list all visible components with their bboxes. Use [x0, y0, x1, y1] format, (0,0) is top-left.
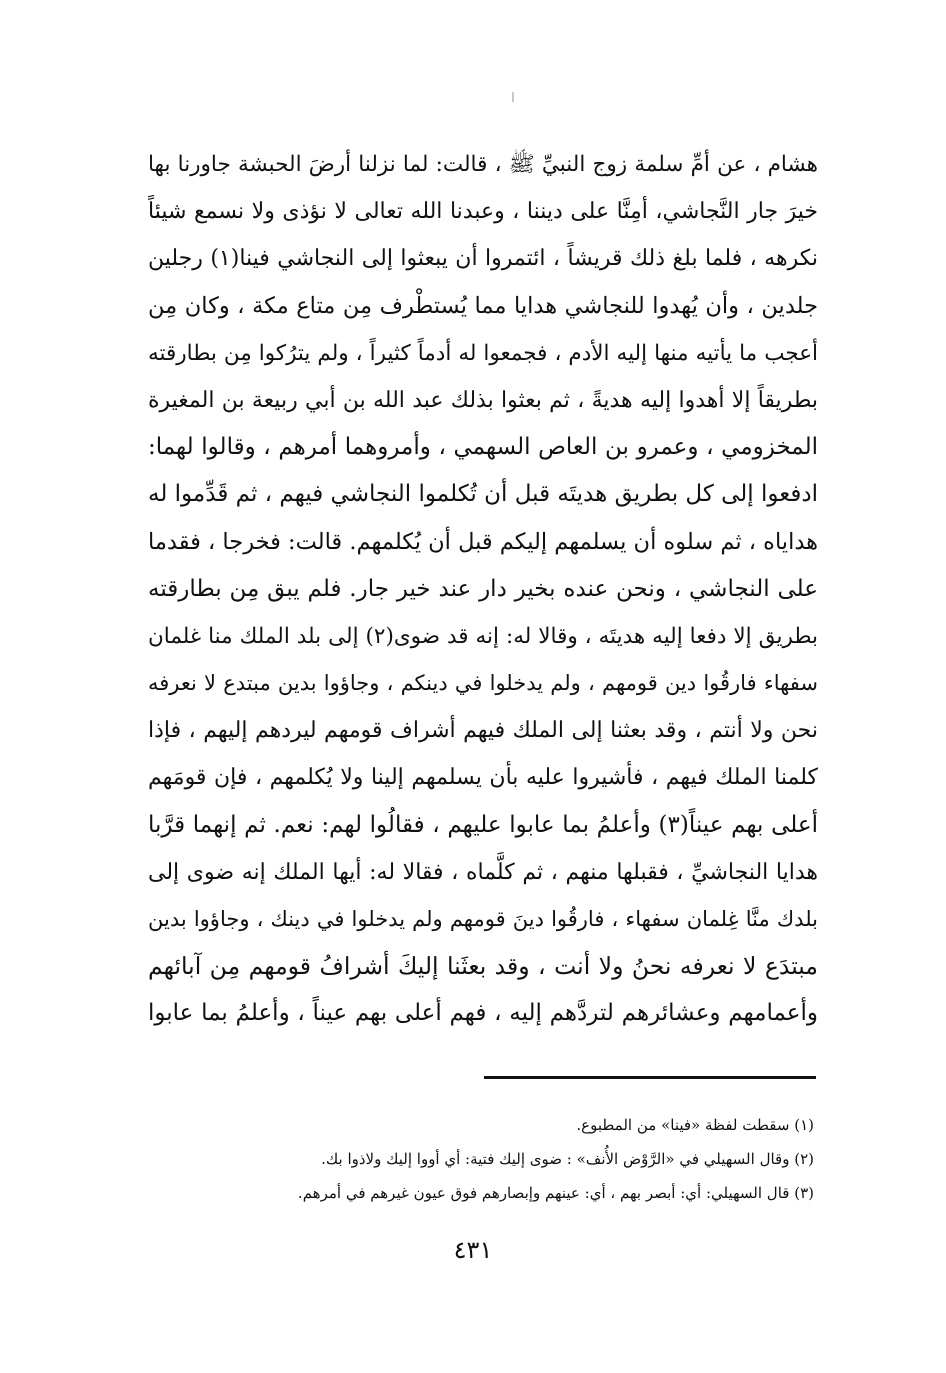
- text-line: هدايا النجاشيِّ ، فقبلها منهم ، ثم كلَّماه ، فقالا له: أيها الملك إنه ضوى إلى: [148, 859, 818, 885]
- text-line: ادفعوا إلى كل بطريق هديتَه قبل أن تُكلموا النجاشي فيهم ، ثم قَدِّموا له: [148, 481, 818, 508]
- text-line: أعجب ما يأتيه منها إليه الأدم ، فجمعوا له أدماً كثيراً ، ولم يترُكوا مِن بطارقته: [148, 340, 818, 366]
- text-line: بلدك منَّا غِلمان سفهاء ، فارقُوا دينَ قومهم ولم يدخلوا في دينك ، وجاؤوا بدين: [148, 907, 818, 931]
- text-line: نحن ولا أنتم ، وقد بعثنا إلى الملك فيهم أشراف قومهم ليردهم إليهم ، فإذا: [148, 718, 818, 744]
- text-line: على النجاشي ، ونحن عنده بخير دار عند خير جار. فلم يبق مِن بطارقته: [148, 575, 818, 602]
- text-line: هداياه ، ثم سلوه أن يسلمهم إليكم قبل أن يُكلمهم. قالت: فخرجا ، فقدما: [148, 528, 818, 555]
- text-line: كلمنا الملك فيهم ، فأشيروا عليه بأن يسلمهم إلينا ولا يُكلمهم ، فإن قومَهم: [148, 765, 818, 791]
- text-line: خيرَ جار النَّجاشي، أمِنَّا على ديننا ، وعبدنا الله تعالى لا نؤذى ولا نسمع شيئاً: [148, 199, 818, 225]
- page-number: ٤٣١: [453, 1236, 493, 1264]
- footnote-separator: [484, 1076, 816, 1079]
- text-line: المخزومي ، وعمرو بن العاص السهمي ، وأمروهما أمرهم ، وقالوا لهما:: [148, 434, 818, 461]
- text-line: وأعمامهم وعشائرهم لتردَّهم إليه ، فهم أعلى بهم عيناً ، وأعلمُ بما عابوا: [148, 1000, 818, 1027]
- text-line: أعلى بهم عيناً(٣) وأعلمُ بما عابوا عليهم ، فقالُوا لهم: نعم. ثم إنهما قرَّبا: [148, 811, 818, 838]
- footnote: (٣) قال السهيلي: أي: أبصر بهم ، أي: عينهم وإبصارهم فوق عيون غيرهم في أمرهم.: [297, 1184, 814, 1202]
- footnote: (١) سقطت لفظة «فينا» من المطبوع.: [576, 1116, 814, 1134]
- text-line: بطريقاً إلا أهدوا إليه هديةً ، ثم بعثوا بذلك عبد الله بن أبي ربيعة بن المغيرة: [148, 387, 818, 413]
- main-text-block: [148, 141, 818, 1038]
- text-line: نكرهه ، فلما بلغ ذلك قريشاً ، ائتمروا أن يبعثوا إلى النجاشي فينا(١) رجلين: [148, 246, 818, 272]
- footnote: (٢) وقال السهيلي في «الرَّوْض الأُنف» : ضوى إليك فتية: أي أووا إليك ولاذوا بك.: [321, 1150, 814, 1168]
- text-line: بطريق إلا دفعا إليه هديتَه ، وقالا له: إنه قد ضوى(٢) إلى بلد الملك منا غلمان: [148, 623, 818, 649]
- footnotes: [160, 1108, 814, 1210]
- text-line: مبتدَع لا نعرفه نحنُ ولا أنت ، وقد بعثَنا إليكَ أشرافُ قومهم مِن آبائهم: [148, 952, 818, 981]
- text-line: جلدين ، وأن يُهدوا للنجاشي هدايا مما يُستطْرف مِن متاع مكة ، وكان مِن: [148, 292, 818, 319]
- text-line: هشام ، عن أمِّ سلمة زوج النبيِّ ﷺ ، قالت: لما نزلنا أرضَ الحبشة جاورنا بها: [148, 152, 818, 177]
- text-line: سفهاء فارقُوا دين قومهم ، ولم يدخلوا في دينكم ، وجاؤوا بدين مبتدع لا نعرفه: [148, 671, 818, 696]
- scan-speck: [512, 92, 514, 102]
